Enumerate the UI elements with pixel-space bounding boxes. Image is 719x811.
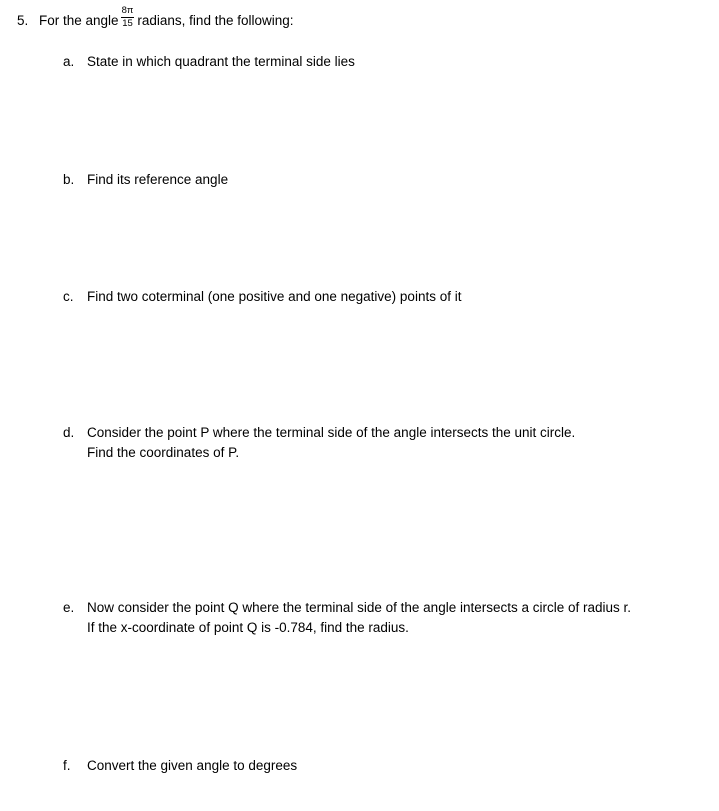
part-a (63, 52, 355, 72)
part-e-letter: e. (63, 600, 75, 615)
part-d-letter: d. (63, 425, 75, 440)
part-b-text: Find its reference angle (87, 172, 229, 187)
part-d (63, 423, 575, 463)
part-c-text: Find two coterminal (one positive and one negative) points of it (87, 289, 462, 304)
question-intro-before: For the angle (39, 13, 119, 28)
part-d-text-line1: Consider the point P where the terminal side of the angle intersects the unit circle. (87, 425, 576, 440)
part-f (63, 756, 297, 776)
part-e (63, 598, 631, 638)
fraction-numerator: 8π (121, 5, 134, 16)
question-number: 5. (17, 13, 29, 28)
part-e-text-line2: If the x-coordinate of point Q is -0.784, find the radius. (87, 620, 409, 635)
question-intro-after: radians, find the following: (137, 13, 294, 28)
part-d-text-line2: Find the coordinates of P. (87, 445, 240, 460)
part-c-letter: c. (63, 289, 74, 304)
fraction-denominator: 15 (122, 18, 133, 29)
part-b (63, 170, 228, 190)
part-f-letter: f. (63, 758, 71, 773)
angle-fraction (121, 6, 135, 29)
part-b-letter: b. (63, 172, 75, 187)
part-a-letter: a. (63, 54, 75, 69)
part-a-text: State in which quadrant the terminal side lies (87, 54, 355, 69)
part-e-text-line1: Now consider the point Q where the terminal side of the angle intersects a circle of radius r. (87, 600, 632, 615)
part-f-text: Convert the given angle to degrees (87, 758, 298, 773)
part-c (63, 287, 461, 307)
question-header (17, 5, 294, 32)
